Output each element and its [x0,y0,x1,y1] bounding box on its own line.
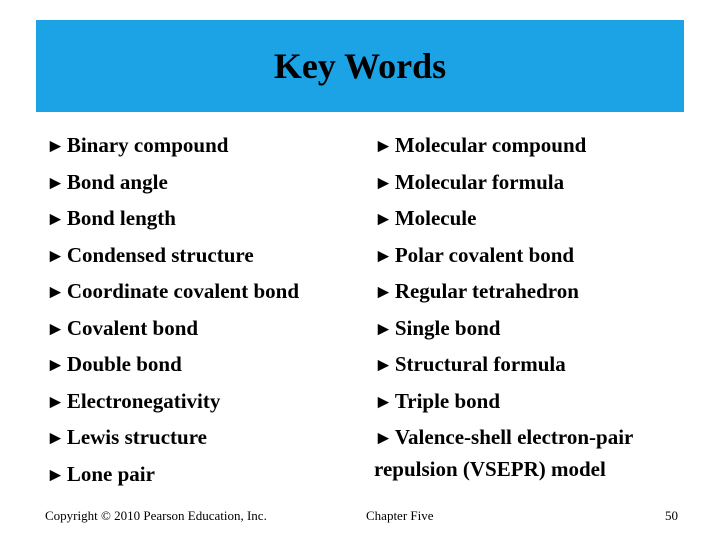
key-words-left-column [46,128,366,493]
key-word-label: Polar covalent bond [394,242,575,267]
title-band [36,20,684,112]
key-word-label: Binary compound [66,133,229,157]
footer-page-number: 50 [665,508,678,523]
bullet-arrow-icon: ► [374,355,393,376]
bullet-arrow-icon: ► [374,172,393,194]
bullet-arrow-icon: ► [46,245,65,267]
key-word-item [374,311,694,348]
bullet-arrow-icon: ► [46,391,65,413]
key-word-item [374,422,694,484]
key-word-item [46,274,366,311]
key-word-label: Electronegativity [66,388,221,413]
key-words-right-column [374,128,694,484]
key-word-item [46,420,366,457]
key-word-label: Bond length [66,206,176,230]
bullet-arrow-icon: ► [46,318,65,340]
bullet-arrow-icon: ► [374,282,393,303]
key-word-item [46,128,366,165]
bullet-arrow-icon: ► [46,136,65,157]
slide-title: Key Words [273,46,447,86]
footer-copyright: Copyright © 2010 Pearson Education, Inc. [45,508,267,523]
key-word-label: Lewis structure [66,425,207,449]
key-word-label: Triple bond [394,388,501,413]
key-word-label: Condensed structure [66,242,254,267]
key-word-item [46,384,366,421]
key-word-item [374,238,694,275]
key-word-label: Valence-shell electron-pair repulsion (VSEPR) model [374,425,633,481]
bullet-arrow-icon: ► [46,355,65,376]
key-word-item [374,384,694,421]
key-word-item [46,201,366,238]
key-word-label: Molecule [394,206,477,230]
bullet-arrow-icon: ► [46,464,65,486]
bullet-arrow-icon: ► [374,136,393,157]
key-word-item [374,128,694,165]
key-word-label: Molecular formula [394,169,565,194]
key-word-item [46,238,366,275]
bullet-arrow-icon: ► [46,209,65,230]
key-word-item [374,201,694,238]
key-word-label: Lone pair [66,461,155,486]
bullet-arrow-icon: ► [46,172,65,194]
key-word-label: Single bond [394,315,501,340]
key-word-label: Covalent bond [66,315,199,340]
key-word-label: Regular tetrahedron [394,279,579,303]
key-word-label: Molecular compound [394,133,587,157]
key-word-item [374,347,694,384]
bullet-arrow-icon: ► [374,318,393,340]
bullet-arrow-icon: ► [46,428,65,449]
bullet-arrow-icon: ► [46,282,65,303]
key-word-label: Bond angle [66,169,168,194]
key-word-label: Coordinate covalent bond [66,279,299,303]
footer-chapter: Chapter Five [366,508,434,523]
key-word-item [46,347,366,384]
key-word-item [46,311,366,348]
key-word-item [46,165,366,202]
key-word-item [374,274,694,311]
key-word-item [374,165,694,202]
bullet-arrow-icon: ► [374,391,393,413]
bullet-arrow-icon: ► [374,209,393,230]
bullet-arrow-icon: ► [374,245,393,267]
bullet-arrow-icon: ► [374,428,393,449]
key-word-label: Double bond [66,352,182,376]
key-word-label: Structural formula [394,352,566,376]
key-word-item [46,457,366,494]
